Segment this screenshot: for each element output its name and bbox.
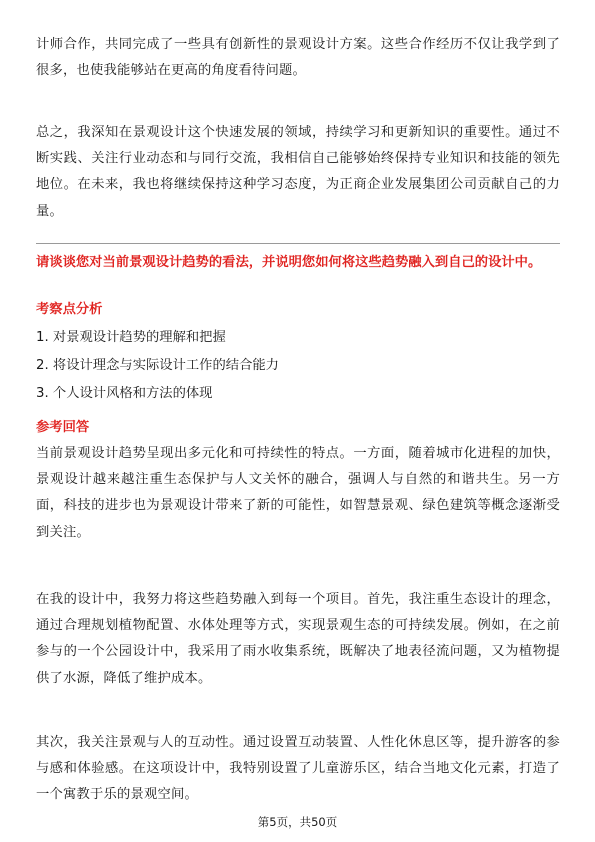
answer-paragraph: 当前景观设计趋势呈现出多元化和可持续性的特点。一方面，随着城市化进程的加快，景观设计越来越注重生态保护与人文关怀的融合，强调人与自然的和谐共生。另一方面，科技的进步也为景观设计带来了新的可能性，如智慧景观、绿色建筑等概念逐渐受到关注。 — [36, 446, 560, 540]
analysis-item: 1. 对景观设计趋势的理解和把握 — [36, 330, 226, 345]
analysis-item: 3. 个人设计风格和方法的体现 — [36, 386, 213, 401]
answer-heading: 参考回答 — [36, 420, 90, 435]
analysis-heading: 考察点分析 — [36, 302, 103, 317]
paragraph-summary: 总之，我深知在景观设计这个快速发展的领域，持续学习和更新知识的重要性。通过不断实践、关注行业动态和与同行交流，我相信自己能够始终保持专业知识和技能的领先地位。在未来，我也将继续保持这种学习态度，为正商企业发展集团公司贡献自己的力量。 — [36, 125, 560, 219]
analysis-item: 2. 将设计理念与实际设计工作的结合能力 — [36, 358, 279, 373]
question-title: 请谈谈您对当前景观设计趋势的看法，并说明您如何将这些趋势融入到自己的设计中。 — [36, 255, 542, 270]
page-number: 第5页，共50页 — [257, 815, 338, 829]
section-divider — [36, 243, 560, 244]
paragraph-collaboration: 计师合作，共同完成了一些具有创新性的景观设计方案。这些合作经历不仅让我学到了很多，也使我能够站在更高的角度看待问题。 — [36, 37, 560, 79]
answer-paragraph: 在我的设计中，我努力将这些趋势融入到每一个项目。首先，我注重生态设计的理念，通过合理规划植物配置、水体处理等方式，实现景观生态的可持续发展。例如，在之前参与的一个公园设计中，我采用了雨水收集系统，既解决了地表径流问题，又为植物提供了水源，降低了维护成本。 — [36, 592, 560, 686]
answer-paragraph: 其次，我关注景观与人的互动性。通过设置互动装置、人性化休息区等，提升游客的参与感和体验感。在这项设计中，我特别设置了儿童游乐区，结合当地文化元素，打造了一个寓教于乐的景观空间。 — [36, 735, 560, 803]
